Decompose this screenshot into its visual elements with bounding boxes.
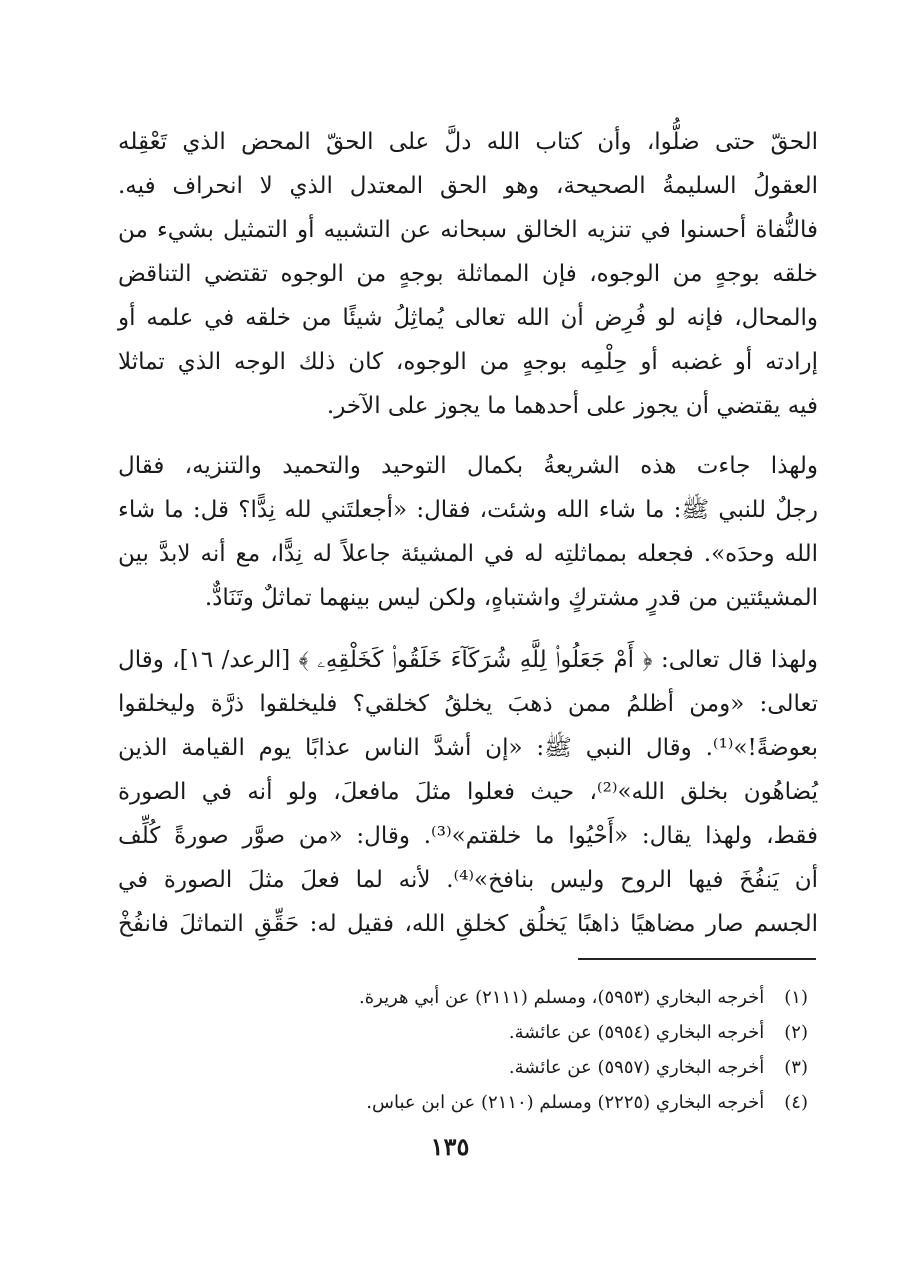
text-line: خلقه بوجهٍ من الوجوه، فإن المماثلة بوجهٍ من الوجوه تقتضي التناقض [118,261,818,287]
text-line: تعالى: «ومن أظلمُ ممن ذهبَ يخلقُ كخلقي؟ فليخلقوا ذرَّة وليخلقوا [118,691,818,717]
paragraph-1 [118,120,818,428]
footnote [208,1015,808,1050]
footnote-divider [578,958,816,960]
text-line: فالنُّفاة أحسنوا في تنزيه الخالق سبحانه عن التشبيه أو التمثيل بشيء من [118,217,818,243]
footnote [208,1050,808,1085]
footnote-text: أخرجه البخاري (٢٢٢٥) ومسلم (٢١١٠) عن ابن عباس. [366,1092,765,1113]
footnote-text: أخرجه البخاري (٥٩٥٧) عن عائشة. [508,1057,765,1078]
text-line: ولهذا قال تعالى: ﴿ أَمْ جَعَلُوا۟ لِلَّهِ شُرَكَآءَ خَلَقُوا۟ كَخَلْقِهِۦ ﴾ [الرعد/ ١٦]، وقال [118,647,818,673]
text-line: فقط، ولهذا يقال: «أَحْيُوا ما خلقتم»⁽³⁾. وقال: «من صوَّر صورةً كُلِّف [118,823,818,849]
footnote [208,1085,808,1120]
footnote-number: (١) [784,987,808,1008]
text-line: الله وحدَه». فجعله بمماثلتِه له في المشيئة جاعلاً له نِدًّا، مع أنه لابدَّ بين [118,541,818,567]
text-line: الجسم صار مضاهيًا ذاهبًا يَخلُق كخلقِ الله، فقيل له: حَقِّقِ التماثلَ فانفُخْ [118,911,818,937]
footnote [208,980,808,1015]
footnote-number: (٣) [784,1057,808,1078]
text-line: المشيئتين من قدرٍ مشتركٍ واشتباهٍ، ولكن ليس بينهما تماثلٌ وتَنَادٌّ. [204,585,818,611]
text-line: رجلٌ للنبي ﷺ: ما شاء الله وشئت، فقال: «أجعلتَني لله نِدًّا؟ قل: ما شاء [118,497,818,523]
paragraph-3 [118,638,818,946]
paragraph-2 [118,444,818,620]
text-line: إرادته أو غضبه أو حِلْمِه بوجهٍ من الوجوه، كان ذلك الوجه الذي تماثلا [118,349,818,375]
footnotes [208,980,808,1120]
footnote-text: أخرجه البخاري (٥٩٥٤) عن عائشة. [508,1022,765,1043]
text-line: بعوضةً!»⁽¹⁾. وقال النبي ﷺ: «إن أشدَّ الناس عذابًا يوم القيامة الذين [118,735,818,761]
text-line: أن يَنفُخَ فيها الروح وليس بنافخ»⁽⁴⁾. لأنه لما فعلَ مثلَ الصورة في [118,867,818,893]
text-line: الحقّ حتى ضلُّوا، وأن كتاب الله دلَّ على الحقّ المحض الذي تَعْقِله [118,129,818,155]
page-number: ١٣٥ [430,1132,470,1161]
text-line: العقولُ السليمةُ الصحيحة، وهو الحق المعتدل الذي لا انحراف فيه. [118,173,818,199]
text-line: والمحال، فإنه لو فُرِض أن الله تعالى يُماثِلُ شيئًا من خلقه في علمه أو [118,305,818,331]
text-line: فيه يقتضي أن يجوز على أحدهما ما يجوز على الآخر. [326,393,818,419]
text-line: ولهذا جاءت هذه الشريعةُ بكمال التوحيد والتحميد والتنزيه، فقال [118,453,818,479]
footnote-text: أخرجه البخاري (٥٩٥٣)، ومسلم (٢١١١) عن أبي هريرة. [359,987,765,1008]
footnote-number: (٤) [784,1092,808,1113]
footnote-number: (٢) [784,1022,808,1043]
text-line: يُضاهُون بخلق الله»⁽²⁾، حيث فعلوا مثلَ مافعلَ، ولو أنه في الصورة [118,779,818,805]
